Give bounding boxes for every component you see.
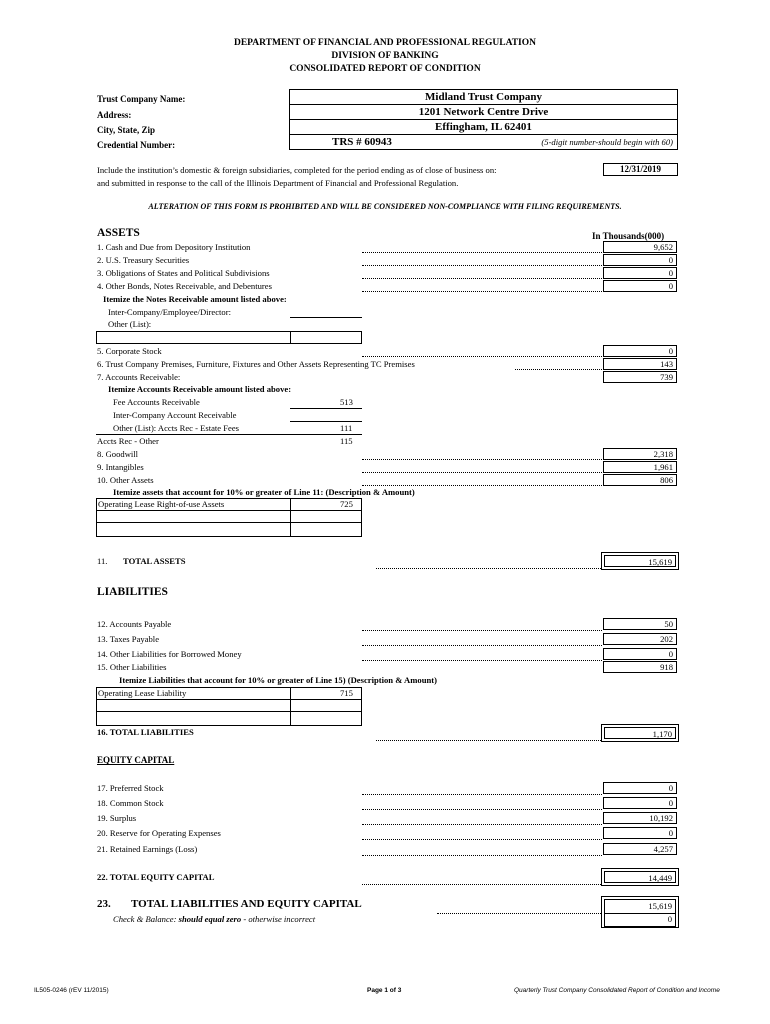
liability-item-15-label: 15. Other Liabilities (97, 662, 167, 672)
total-equity-box[interactable] (601, 868, 679, 886)
leader-dots (362, 356, 602, 357)
leader-dots (362, 824, 602, 825)
leader-dots (515, 369, 602, 370)
period-text-2: and submitted in response to the call of the Illinois Department of Financial and Professional Regulation. (97, 178, 459, 188)
asset-item-6-value[interactable]: 143 (603, 358, 677, 370)
liability-item-15-value[interactable]: 918 (603, 661, 677, 673)
grand-total-number: 23. (97, 898, 111, 910)
check-bold: should equal zero (178, 914, 242, 924)
asset-item-5-value[interactable]: 0 (603, 345, 677, 357)
header-line-3: CONSOLIDATED REPORT OF CONDITION (289, 64, 481, 74)
leader-dots (362, 278, 602, 279)
ar-fee-label: Fee Accounts Receivable (113, 397, 200, 407)
liability-item-14-value[interactable]: 0 (603, 648, 677, 660)
footer-page: Page 1 of 3 (367, 987, 402, 994)
asset-item-9-label: 9. Intangibles (97, 462, 144, 472)
footer-title: Quarterly Trust Company Consolidated Report of Condition and Income (514, 987, 720, 994)
notes-other-grid[interactable] (96, 331, 362, 344)
asset-item-7-label: 7. Accounts Receivable: (97, 372, 181, 382)
asset-item-1-label: 1. Cash and Due from Depository Institution (97, 242, 251, 252)
equity-item-19-value[interactable]: 10,192 (603, 812, 677, 824)
leader-dots (362, 252, 602, 253)
city-field[interactable]: Effingham, IL 62401 (435, 121, 532, 133)
other-liabilities-row-label[interactable]: Operating Lease Liability (98, 688, 187, 698)
leader-dots (362, 794, 602, 795)
total-assets-box[interactable] (601, 552, 679, 570)
leader-dots (376, 568, 601, 569)
grand-total-value[interactable]: 15,619 (604, 899, 676, 914)
asset-item-3-label: 3. Obligations of States and Political Subdivisions (97, 268, 270, 278)
other-assets-row-label[interactable]: Operating Lease Right-of-use Assets (98, 499, 225, 509)
equity-item-21-value[interactable]: 4,257 (603, 843, 677, 855)
ar-fee-underline (290, 408, 362, 409)
leader-dots (362, 459, 602, 460)
liability-item-12-label: 12. Accounts Payable (97, 619, 172, 629)
notes-inter-field[interactable] (290, 317, 362, 318)
notes-other-label: Other (List): (108, 319, 152, 329)
total-liabilities-label: 16. TOTAL LIABILITIES (97, 727, 194, 737)
total-assets-number: 11. (97, 556, 108, 566)
asset-item-8-value[interactable]: 2,318 (603, 448, 677, 460)
check-balance-value[interactable]: 0 (604, 913, 676, 927)
equity-item-18-label: 18. Common Stock (97, 798, 164, 808)
ar-other2-label: Accts Rec - Other (97, 436, 159, 446)
company-info-box (289, 89, 678, 150)
address-field[interactable]: 1201 Network Centre Drive (418, 106, 549, 118)
liability-item-14-label: 14. Other Liabilities for Borrowed Money (97, 649, 242, 659)
equity-item-21-label: 21. Retained Earnings (Loss) (97, 844, 198, 854)
address-label: Address: (97, 110, 132, 120)
asset-item-4-value[interactable]: 0 (603, 280, 677, 292)
other-liabilities-heading: Itemize Liabilities that account for 10% or greater of Line 15) (Description & Amount) (119, 675, 438, 685)
leader-dots (362, 855, 602, 856)
asset-item-7-value[interactable]: 739 (603, 371, 677, 383)
ar-inter-underline (290, 421, 362, 422)
check-balance-note (113, 914, 315, 924)
total-assets-label: TOTAL ASSETS (123, 556, 186, 566)
footer-form-number: IL505-0246 (rEV 11/2015) (34, 987, 109, 994)
check-suffix: - otherwise incorrect (241, 914, 316, 924)
warning-text: ALTERATION OF THIS FORM IS PROHIBITED AND WILL BE CONSIDERED NON-COMPLIANCE WITH FILING REQUIREMENTS. (148, 202, 622, 211)
notes-heading: Itemize the Notes Receivable amount listed above: (103, 294, 287, 304)
credential-hint: (5-digit number-should begin with 60) (541, 137, 673, 147)
leader-dots (362, 291, 602, 292)
assets-title: ASSETS (97, 227, 140, 239)
leader-dots (362, 265, 602, 266)
total-liabilities-value: 1,170 (604, 727, 676, 739)
asset-item-10-value[interactable]: 806 (603, 474, 677, 486)
leader-dots (362, 485, 602, 486)
total-equity-value: 14,449 (604, 871, 676, 883)
leader-dots (362, 884, 601, 885)
city-label: City, State, Zip (97, 125, 156, 135)
header-line-1: DEPARTMENT OF FINANCIAL AND PROFESSIONAL REGULATION (233, 38, 537, 48)
total-liabilities-box[interactable] (601, 724, 679, 742)
leader-dots (362, 645, 602, 646)
credential-label: Credential Number: (97, 140, 176, 150)
equity-item-20-label: 20. Reserve for Operating Expenses (97, 828, 221, 838)
total-equity-label: 22. TOTAL EQUITY CAPITAL (97, 872, 215, 882)
ar-inter-label: Inter-Company Account Receivable (113, 410, 237, 420)
header-line-2: DIVISION OF BANKING (331, 51, 439, 61)
units-label: In Thousands(000) (592, 231, 665, 241)
check-prefix: Check & Balance: (113, 914, 179, 924)
ar-other-underline (96, 434, 362, 435)
leader-dots (362, 839, 602, 840)
ar-other2-value[interactable]: 115 (340, 436, 353, 446)
other-assets-heading: Itemize assets that account for 10% or greater of Line 11: (Description & Amount) (113, 487, 415, 497)
equity-title: EQUITY CAPITAL (97, 755, 175, 765)
notes-inter-label: Inter-Company/Employee/Director: (108, 307, 231, 317)
total-assets-value: 15,619 (604, 555, 676, 567)
leader-dots (437, 913, 601, 914)
liability-item-13-label: 13. Taxes Payable (97, 634, 160, 644)
period-date-field[interactable]: 12/31/2019 (603, 163, 678, 176)
equity-item-20-value[interactable]: 0 (603, 827, 677, 839)
asset-item-1-value[interactable]: 9,652 (603, 241, 677, 253)
leader-dots (362, 660, 602, 661)
leader-dots (362, 809, 602, 810)
other-assets-row-value[interactable]: 725 (340, 499, 353, 509)
grand-total-box (601, 896, 679, 928)
period-text-1: Include the institution’s domestic & foreign subsidiaries, completed for the period ending as of close of business on: (97, 165, 497, 175)
equity-item-17-label: 17. Preferred Stock (97, 783, 164, 793)
asset-item-9-value[interactable]: 1,961 (603, 461, 677, 473)
asset-item-10-label: 10. Other Assets (97, 475, 154, 485)
asset-item-8-label: 8. Goodwill (97, 449, 139, 459)
asset-item-6-label: 6. Trust Company Premises, Furniture, Fixtures and Other Assets Representing TC Premises (97, 359, 415, 369)
ar-fee-value[interactable]: 513 (340, 397, 353, 407)
asset-item-2-value[interactable]: 0 (603, 254, 677, 266)
ar-other-value[interactable]: 111 (340, 423, 353, 433)
leader-dots (376, 740, 601, 741)
asset-item-2-label: 2. U.S. Treasury Securities (97, 255, 190, 265)
leader-dots (362, 630, 602, 631)
asset-item-4-label: 4. Other Bonds, Notes Receivable, and Debentures (97, 281, 272, 291)
ar-other-label: Other (List): Accts Rec - Estate Fees (113, 423, 240, 433)
equity-item-18-value[interactable]: 0 (603, 797, 677, 809)
asset-item-3-value[interactable]: 0 (603, 267, 677, 279)
liability-item-13-value[interactable]: 202 (603, 633, 677, 645)
equity-item-17-value[interactable]: 0 (603, 782, 677, 794)
liabilities-title: LIABILITIES (97, 586, 168, 598)
credential-field[interactable]: TRS # 60943 (332, 136, 392, 148)
asset-item-5-label: 5. Corporate Stock (97, 346, 162, 356)
equity-item-19-label: 19. Surplus (97, 813, 137, 823)
company-name-label: Trust Company Name: (97, 94, 186, 104)
company-name-field[interactable]: Midland Trust Company (425, 91, 542, 103)
ar-heading: Itemize Accounts Receivable amount listed above: (108, 384, 292, 394)
other-liabilities-row-value[interactable]: 715 (340, 688, 353, 698)
leader-dots (362, 472, 602, 473)
grand-total-label: TOTAL LIABILITIES AND EQUITY CAPITAL (131, 898, 362, 910)
liability-item-12-value[interactable]: 50 (603, 618, 677, 630)
